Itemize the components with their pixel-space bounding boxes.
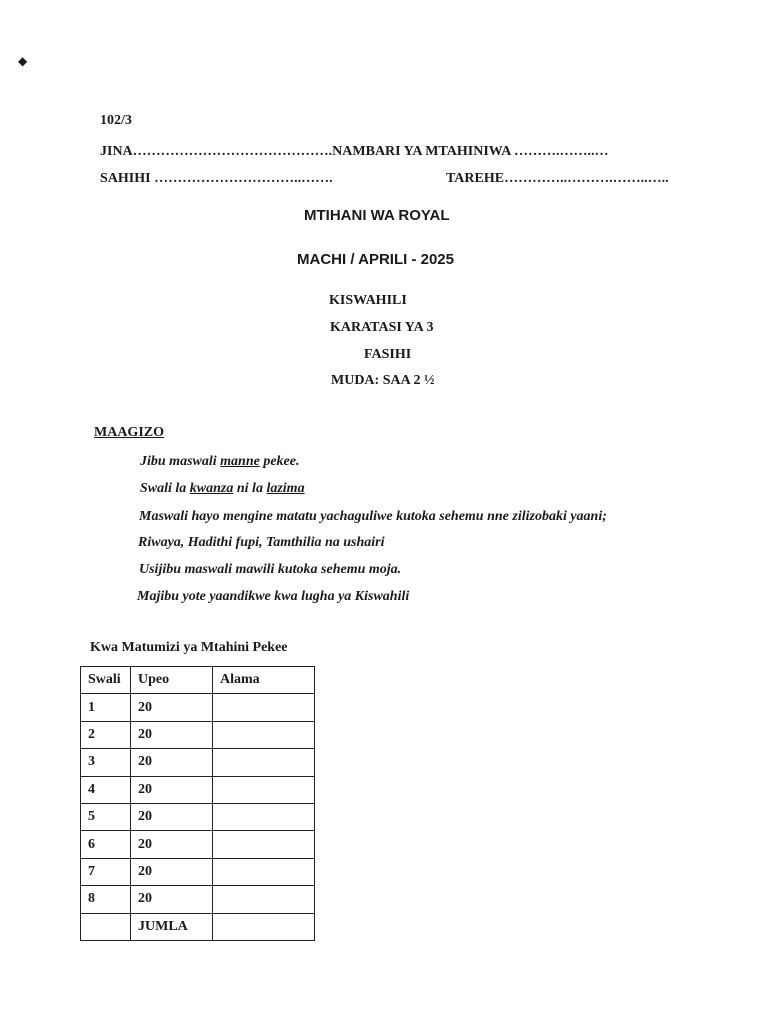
- instruction-line: Majibu yote yaandikwe kwa lugha ya Kiswahili: [137, 589, 410, 604]
- score-cell[interactable]: [213, 721, 315, 748]
- table-row: [81, 858, 315, 885]
- max-score: 20: [131, 858, 213, 885]
- paper-number: KARATASI YA 3: [330, 320, 434, 335]
- question-number: 5: [81, 803, 131, 830]
- table-row: [81, 749, 315, 776]
- date-field[interactable]: TAREHE…………..……….……..…..: [446, 171, 669, 186]
- max-score: 20: [131, 721, 213, 748]
- column-header: Upeo: [131, 667, 213, 694]
- topic: FASIHI: [364, 347, 412, 362]
- paper-code: 102/3: [100, 113, 132, 128]
- table-row: [81, 886, 315, 913]
- column-header: Alama: [213, 667, 315, 694]
- name-number-field[interactable]: JINA…………………………………….NAMBARI YA MTAHINIWA ……….……..…: [100, 144, 609, 159]
- marks-table-caption: Kwa Matumizi ya Mtahini Pekee: [90, 640, 288, 655]
- score-cell[interactable]: [213, 858, 315, 885]
- exam-title: MTIHANI WA ROYAL: [304, 207, 450, 224]
- question-number: 1: [81, 694, 131, 721]
- duration: MUDA: SAA 2 ½: [331, 373, 435, 388]
- score-cell[interactable]: [213, 803, 315, 830]
- question-number: 2: [81, 721, 131, 748]
- column-header: Swali: [81, 667, 131, 694]
- table-row: [81, 776, 315, 803]
- max-score: 20: [131, 886, 213, 913]
- instruction-line: Riwaya, Hadithi fupi, Tamthilia na ushairi: [138, 535, 385, 550]
- instruction-line: Maswali hayo mengine matatu yachaguliwe kutoka sehemu nne zilizobaki yaani;: [139, 509, 607, 524]
- total-blank-cell: [81, 913, 131, 940]
- max-score: 20: [131, 749, 213, 776]
- instruction-line: Usijibu maswali mawili kutoka sehemu moja.: [139, 562, 402, 577]
- score-cell[interactable]: [213, 749, 315, 776]
- question-number: 8: [81, 886, 131, 913]
- total-label: JUMLA: [131, 913, 213, 940]
- marks-table: [80, 666, 315, 941]
- max-score: 20: [131, 776, 213, 803]
- instructions-heading: MAAGIZO: [94, 425, 164, 440]
- score-cell[interactable]: [213, 776, 315, 803]
- subject: KISWAHILI: [329, 293, 407, 308]
- signature-field[interactable]: SAHIHI …………………………..…….: [100, 171, 333, 186]
- question-number: 3: [81, 749, 131, 776]
- max-score: 20: [131, 694, 213, 721]
- instruction-line: Swali la kwanza ni la lazima: [140, 481, 305, 496]
- table-row: [81, 831, 315, 858]
- total-row: [81, 913, 315, 940]
- question-number: 4: [81, 776, 131, 803]
- score-cell[interactable]: [213, 694, 315, 721]
- question-number: 7: [81, 858, 131, 885]
- table-row: [81, 694, 315, 721]
- total-score-cell[interactable]: [213, 913, 315, 940]
- score-cell[interactable]: [213, 886, 315, 913]
- exam-session: MACHI / APRILI - 2025: [297, 251, 454, 268]
- instruction-line: Jibu maswali manne pekee.: [140, 454, 300, 469]
- table-row: [81, 721, 315, 748]
- scan-mark: ◆: [18, 54, 28, 68]
- table-row: [81, 803, 315, 830]
- score-cell[interactable]: [213, 831, 315, 858]
- table-header-row: [81, 667, 315, 694]
- question-number: 6: [81, 831, 131, 858]
- max-score: 20: [131, 831, 213, 858]
- max-score: 20: [131, 803, 213, 830]
